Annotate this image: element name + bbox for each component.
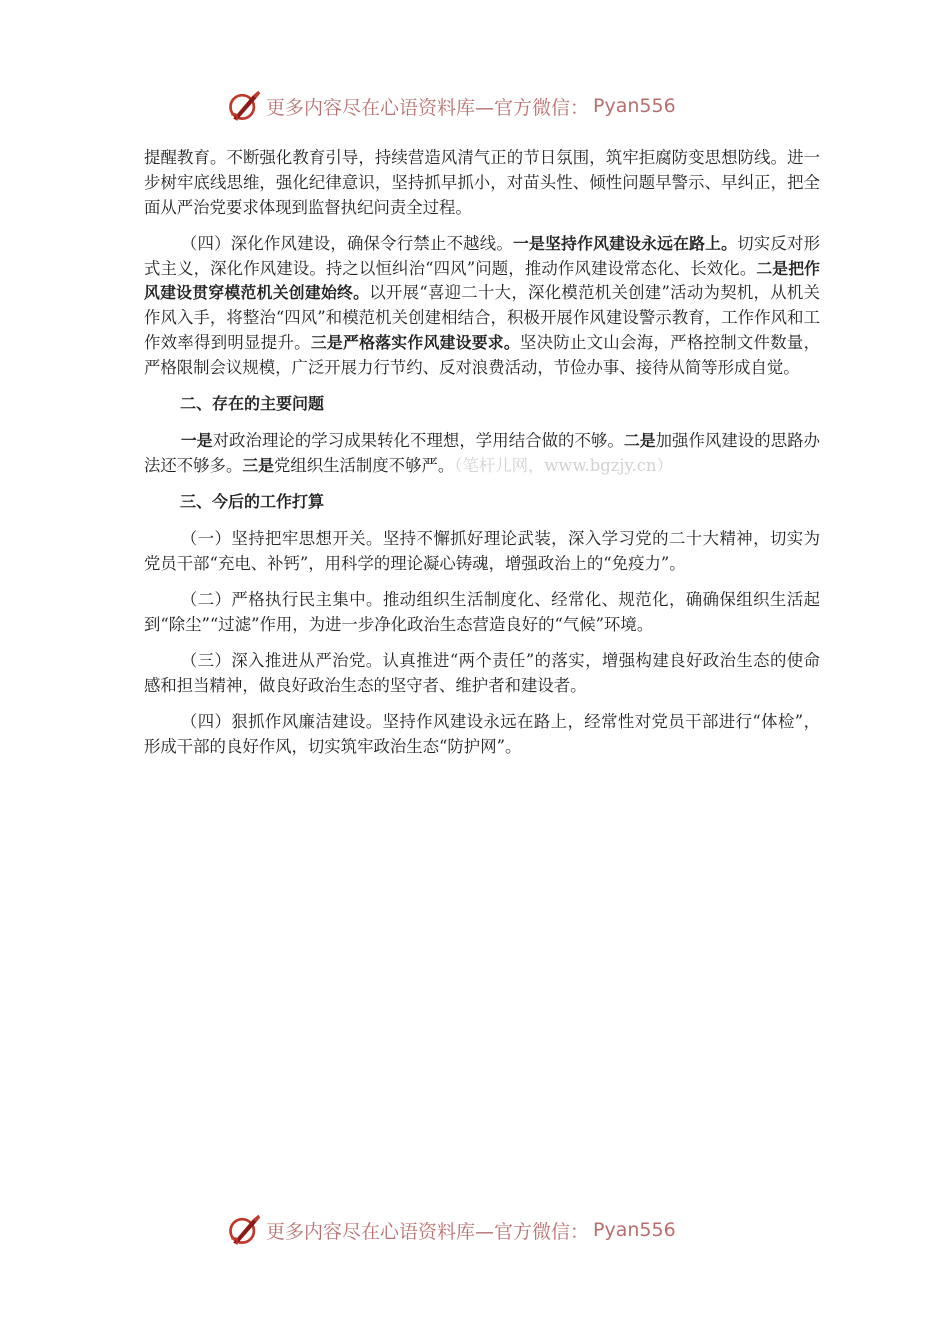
paragraph-plan-4: （四）狠抓作风廉洁建设。坚持作风建设永远在路上，经常性对党员干部进行“体检”，形成干部的良好作风，切实筑牢政治生态“防护网”。 [144, 712, 820, 756]
heading-main-problems: 二、存在的主要问题 [180, 394, 325, 414]
problem-text-1: 对政治理论的学习成果转化不理想，学用结合做的不够。 [212, 430, 624, 450]
banner-text: 更多内容尽在心语资料库—官方微信： [266, 96, 590, 119]
pen-logo-icon [226, 1212, 262, 1248]
point-text-3: 坚决防止文山会海，严格控制文件数量，严格限制会议规模，广泛开展力行节约、反对浪费活动，节俭办事、接待从简等形成自觉。 [144, 333, 820, 377]
bold-problem-1: 一是 [180, 430, 213, 450]
point-text-1: 切实反对形式主义，深化作风建设。持之以恒纠治“四风”问题，推动作风建设常态化、长效化。 [144, 233, 821, 278]
banner-wechat-id: Pyan556 [593, 95, 676, 117]
paragraph-problems [144, 429, 820, 479]
section-lead: （四）深化作风建设，确保令行禁止不越线。 [180, 233, 514, 253]
bold-problem-3: 三是 [242, 455, 274, 475]
point-text-2: 以开展“喜迎二十大，深化模范机关创建”活动为契机，从机关作风入手，将整治“四风”和模范机关创建相结合，积极开展作风建设警示教育，工作作风和工作效率得到明显提升。 [144, 283, 820, 353]
document-body [144, 146, 820, 771]
heading-future-plans: 三、今后的工作打算 [180, 492, 325, 512]
paragraph-continuation: 提醒教育。不断强化教育引导，持续营造风清气正的节日氛围，筑牢拒腐防变思想防线。进一步树牢底线思维，强化纪律意识，坚持抓早抓小，对苗头性、倾性问题早警示、早纠正，把全面从严治党要求体现到监督执纪问责全过程。 [144, 148, 820, 217]
problem-text-2: 加强作风建设的思路办法还不够多。 [144, 430, 820, 475]
paragraph-plan-1: （一）坚持把牢思想开关。坚持不懈抓好理论武装，深入学习党的二十大精神，切实为党员干部“充电、补钙”，用科学的理论凝心铸魂，增强政治上的“免疫力”。 [144, 528, 820, 573]
footer-banner [226, 1212, 676, 1248]
banner-wechat-id: Pyan556 [593, 1219, 676, 1241]
bold-point-1: 一是坚持作风建设永远在路上。 [513, 233, 738, 253]
banner-text: 更多内容尽在心语资料库—官方微信： [266, 1220, 590, 1243]
problem-text-3: 党组织生活制度不够严。 [273, 455, 455, 475]
pen-logo-icon [226, 88, 262, 124]
paragraph-plan-2: （二）严格执行民主集中。推动组织生活制度化、经常化、规范化，确确保组织生活起到“除尘”“过滤”作用，为进一步净化政治生态营造良好的“气候”环境。 [144, 589, 820, 634]
bold-point-2: 二是把作风建设贯穿模范机关创建始终。 [144, 258, 820, 303]
header-banner [226, 88, 676, 124]
bold-problem-2: 二是 [623, 430, 656, 450]
paragraph-plan-3: （三）深入推进从严治党。认真推进“两个责任”的落实，增强构建良好政治生态的使命感和担当精神，做良好政治生态的坚守者、维护者和建设者。 [144, 651, 820, 695]
paragraph-work-style [144, 232, 820, 381]
site-watermark: （笔杆儿网，www.bgzjy.cn） [454, 455, 673, 475]
bold-point-3: 三是严格落实作风建设要求。 [310, 333, 520, 353]
